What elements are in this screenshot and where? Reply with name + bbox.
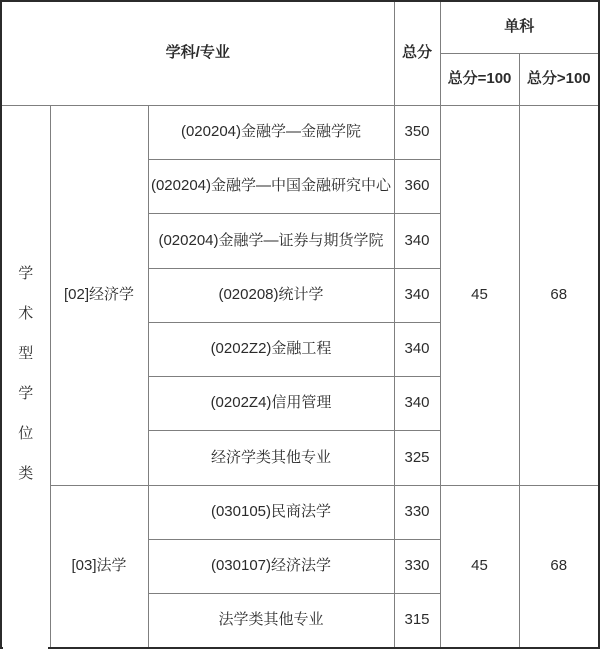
category-vertical-label: 学术型学位类 [18,265,34,483]
major-name-cell: (020204)金融学—证券与期货学院 [148,214,394,268]
header-single-eq100-cell: 总分=100 [440,53,519,105]
total-score-cell: 315 [394,594,440,648]
total-score-cell: 330 [394,485,440,539]
single-eq100-value-cell: 45 [440,485,519,648]
single-gt100-value-cell: 68 [519,105,599,485]
total-score-cell: 340 [394,268,440,322]
total-score-cell: 340 [394,214,440,268]
total-score-cell: 325 [394,431,440,485]
single-eq100-value-cell: 45 [440,105,519,485]
group-02-economics-cell: [02]经济学 [50,105,148,485]
total-score-cell: 350 [394,105,440,159]
total-score-cell: 340 [394,377,440,431]
major-name-cell: (020208)统计学 [148,268,394,322]
header-single-gt100-cell: 总分>100 [519,53,599,105]
header-subject-major-cell: 学科/专业 [1,1,394,105]
major-name-cell: 法学类其他专业 [148,594,394,648]
major-name-cell: (0202Z2)金融工程 [148,322,394,376]
total-score-cell: 340 [394,322,440,376]
major-name-cell: (020204)金融学—中国金融研究中心 [148,160,394,214]
single-gt100-value-cell: 68 [519,485,599,648]
major-name-cell: (0202Z4)信用管理 [148,377,394,431]
total-score-cell: 330 [394,539,440,593]
major-name-cell: (030107)经济法学 [148,539,394,593]
group-03-law-cell: [03]法学 [50,485,148,648]
table-row [1,105,599,159]
category-cell [1,105,50,648]
table-row [1,485,599,539]
major-name-cell: (020204)金融学—金融学院 [148,105,394,159]
major-name-cell: (030105)民商法学 [148,485,394,539]
header-row-1 [1,1,599,53]
header-total-score-cell: 总分 [394,1,440,105]
header-single-subject-cell: 单科 [440,1,599,53]
total-score-cell: 360 [394,160,440,214]
major-name-cell: 经济学类其他专业 [148,431,394,485]
